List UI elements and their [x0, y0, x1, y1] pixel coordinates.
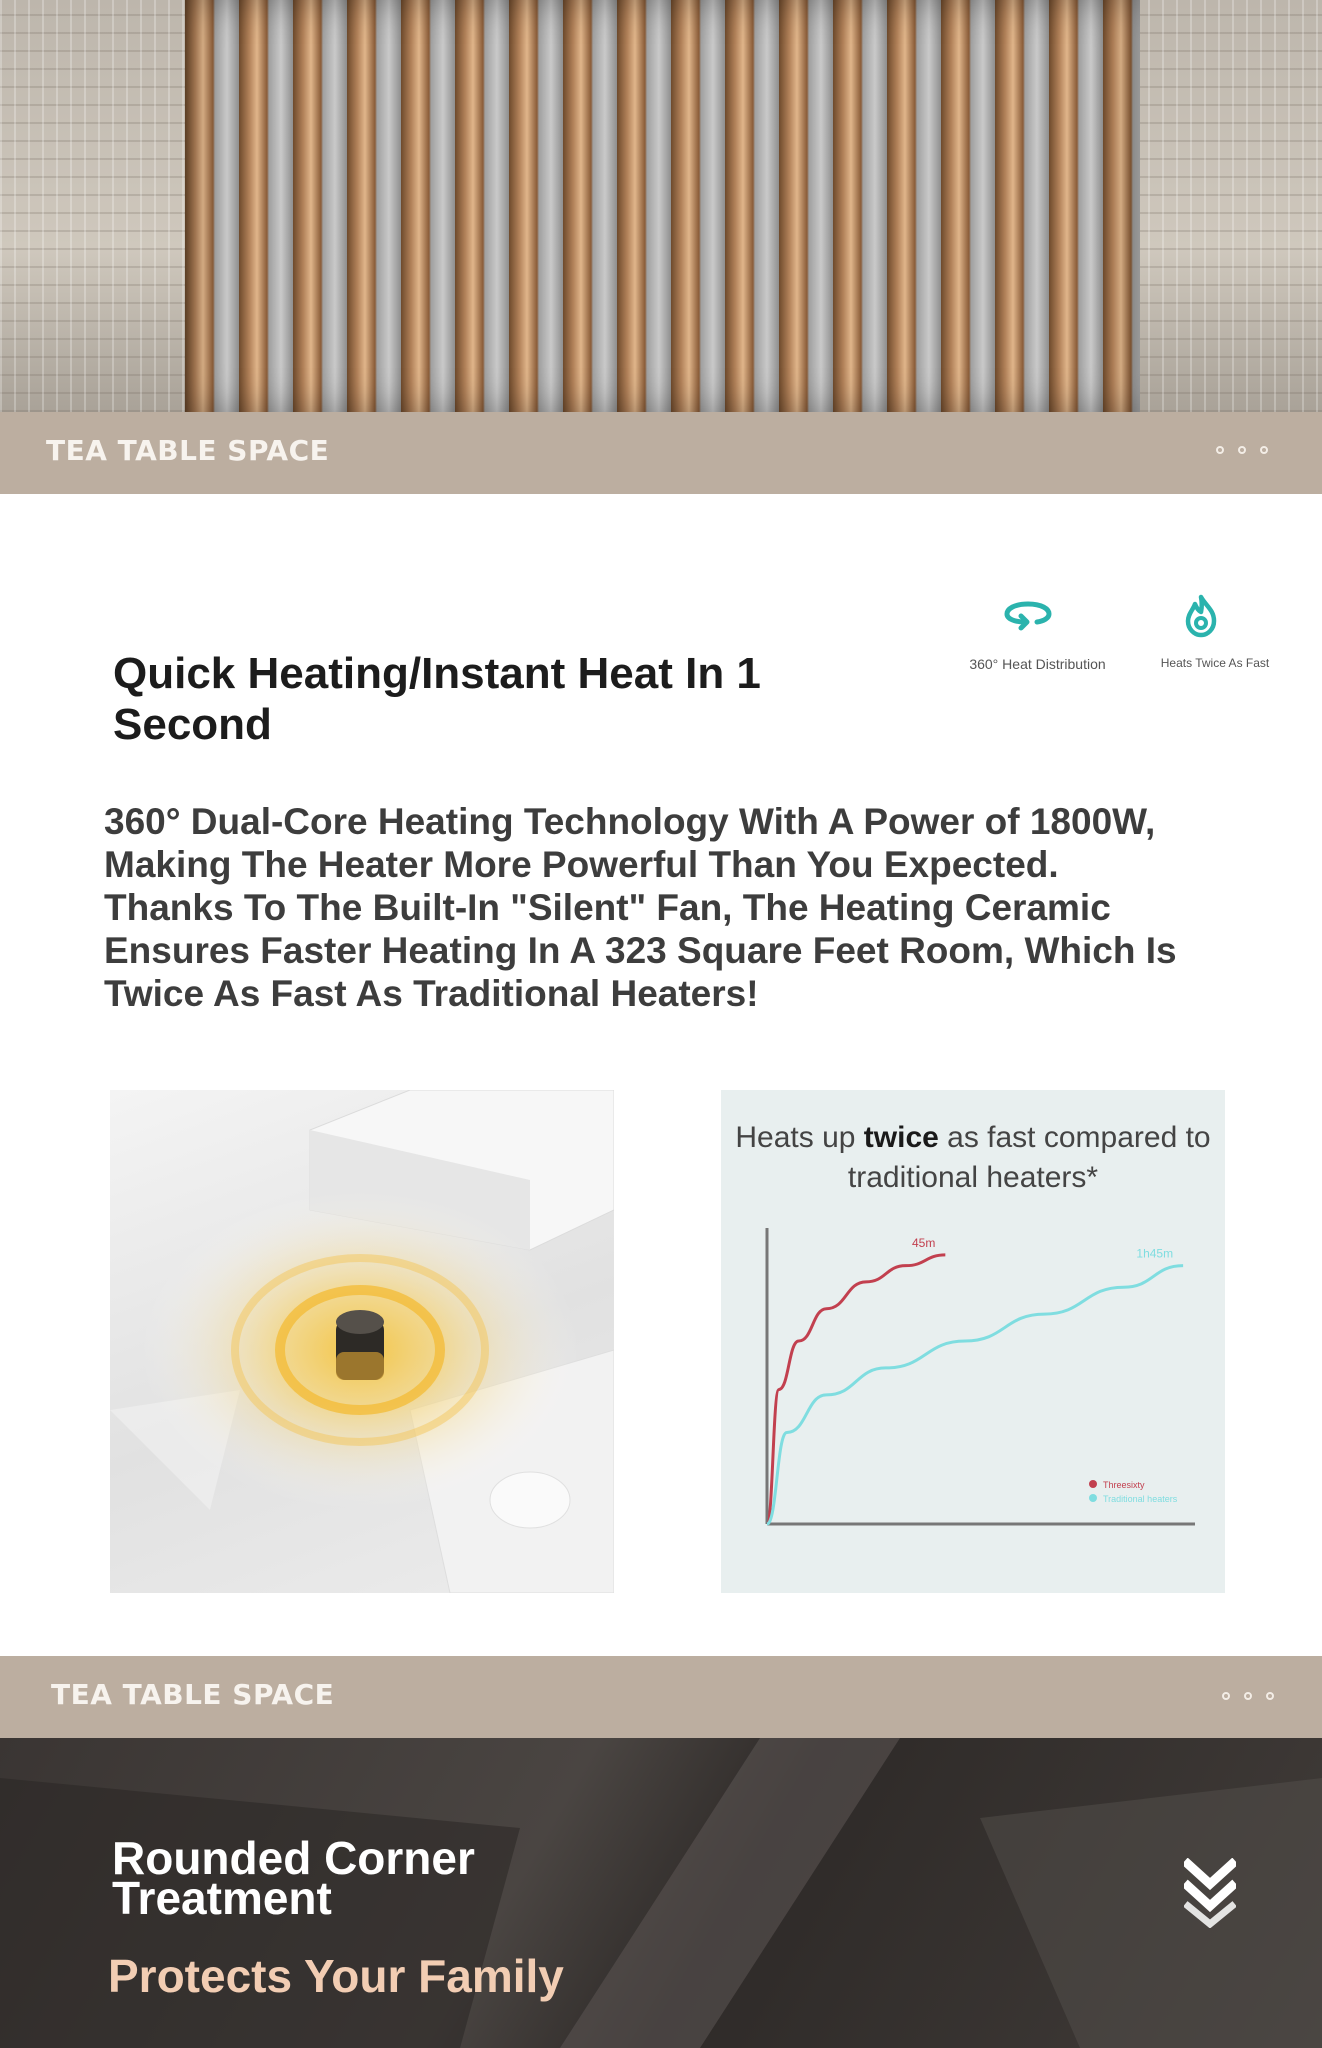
feature-label: Heats Twice As Fast [1160, 656, 1270, 670]
legend-label: Threesixty [1103, 1480, 1145, 1490]
band-title: TEA TABLE SPACE [46, 434, 330, 467]
dots-icon [1222, 1692, 1274, 1700]
dots-icon [1216, 446, 1268, 454]
heating-comparison-chart [721, 1090, 1225, 1593]
band-title: TEA TABLE SPACE [51, 1678, 335, 1711]
product-photo [0, 0, 1322, 412]
chevron-double-down-icon[interactable] [1184, 1858, 1236, 1933]
legend-label: Traditional heaters [1103, 1494, 1178, 1504]
series-end-label: 45m [911, 1235, 936, 1250]
series-end-label: 1h45m [1136, 1246, 1174, 1261]
room-heat-illustration [110, 1090, 614, 1593]
section-band-top [0, 412, 1322, 494]
chart-plot [721, 1090, 1225, 1593]
section-heading: Quick Heating/Instant Heat In 1 Second [113, 649, 761, 749]
rounded-corner-section [0, 1738, 1322, 2048]
feature-title: Rounded Corner Treatment [112, 1832, 475, 1924]
flame-icon [1176, 594, 1226, 638]
feature-subtitle: Protects Your Family [108, 1950, 564, 2002]
series-line [767, 1255, 945, 1524]
legend-swatch [1089, 1494, 1097, 1502]
rotate-360-icon [1003, 594, 1053, 638]
chart-title: Heats up twice as fast compared to traditional heaters* [735, 1121, 1211, 1194]
section-band-bottom [0, 1656, 1322, 1738]
legend-swatch [1089, 1480, 1097, 1488]
feature-label: 360° Heat Distribution [969, 656, 1106, 672]
section-description: 360° Dual-Core Heating Technology With A Power of 1800W, Making The Heater More Powerful Than You Expected. Thanks To The Built-In "Silent" Fan, The Heating Ceramic Ensures Faster Heating In A 323 Square Feet Room, Which Is Twice As Fast As Traditional Heaters! [104, 801, 1177, 1014]
heater-grille-image [185, 0, 1140, 412]
